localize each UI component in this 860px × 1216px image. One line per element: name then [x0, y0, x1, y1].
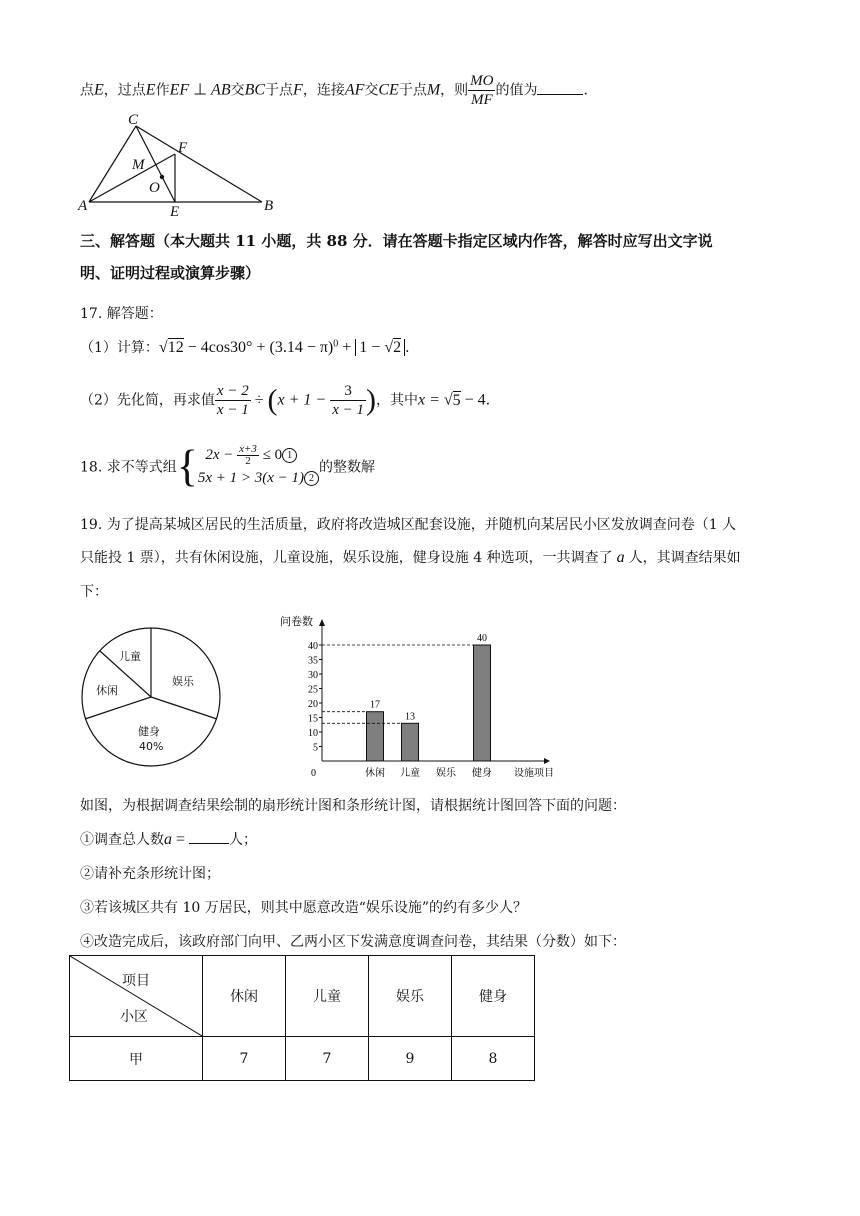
table-corner-cell	[70, 956, 203, 1037]
y-axis-arrow	[319, 619, 325, 626]
fraction	[330, 382, 366, 419]
circled-number: 2	[304, 471, 319, 486]
q16-text: 于点	[265, 82, 294, 99]
q16-text: ，连接	[302, 82, 345, 99]
q16-math: M	[426, 81, 441, 99]
expr: − 4cos30° +	[183, 339, 270, 356]
table-cell: 8	[452, 1037, 535, 1081]
x-axis-arrow	[544, 758, 550, 764]
circled-number: 1	[282, 448, 297, 463]
bar-data-label: 17	[370, 699, 380, 711]
table-header: 健身	[452, 956, 535, 1037]
q17-part1	[80, 337, 419, 357]
table-row	[70, 1037, 535, 1081]
q19-item-2: ②请补充条形统计图；	[80, 866, 220, 882]
y-tick-label: 0	[311, 768, 316, 779]
expr: 1 −	[359, 339, 385, 356]
q16-math: ⊥	[189, 81, 212, 99]
y-tick-label: 30	[308, 670, 318, 681]
q16-math: EF	[169, 81, 190, 99]
corner-label-community: 小区	[120, 1009, 148, 1025]
part-label: （2）先化简，再求值	[80, 392, 215, 409]
q19-item-4: ④改造完成后，该政府部门向甲、乙两小区下发满意度调查问卷，其结果（分数）如下：	[80, 934, 626, 950]
text: 人，其调查结果如	[628, 550, 741, 566]
q19-after-chart: 如图，为根据调查结果绘制的扇形统计图和条形统计图，请根据统计图回答下面的问题：	[80, 798, 626, 814]
triangle-figure	[70, 108, 290, 220]
sqrt-12: √12	[158, 339, 184, 356]
fraction-numerator: 3	[330, 382, 366, 401]
inequality-2	[198, 467, 319, 489]
y-tick-label: 25	[308, 684, 318, 696]
inequality-1	[198, 444, 319, 467]
x-tick-label: 娱乐	[436, 768, 456, 779]
table-header: 儿童	[286, 956, 369, 1037]
expr: 2x −	[205, 447, 238, 463]
q16-math: E	[145, 81, 156, 99]
answer-blank	[537, 82, 583, 95]
fraction-denominator: x − 1	[332, 402, 364, 418]
expr: +	[338, 339, 356, 356]
q16-text: 的值为	[495, 82, 538, 99]
sqrt-5: √5	[443, 391, 461, 409]
y-tick-label: 15	[308, 713, 318, 725]
radicand: 5	[452, 391, 461, 409]
paren-open: (	[267, 383, 278, 417]
fraction-numerator: MO	[470, 73, 494, 89]
y-tick-label: 40	[308, 641, 318, 652]
q16-text: ，则	[440, 82, 469, 99]
label-o: O	[149, 180, 160, 196]
text: ①调查总人数	[80, 832, 164, 848]
q16-line	[80, 72, 588, 109]
expr: x =	[417, 391, 444, 409]
answer-blank	[189, 831, 229, 844]
label-a: A	[78, 198, 88, 214]
pie-divider	[151, 697, 217, 719]
q17-part2	[80, 382, 500, 419]
expr: 5x + 1 > 3(x − 1)	[197, 470, 305, 487]
bar-chart	[276, 610, 576, 785]
x-tick-label: 儿童	[400, 768, 420, 779]
q19-line	[80, 547, 741, 567]
x-tick-label: 休闲	[365, 768, 385, 779]
absolute-value: 1 − √2	[355, 339, 405, 356]
brace: {	[176, 441, 198, 491]
expr: x + 1 −	[277, 391, 331, 409]
bar-data-label: 40	[477, 633, 487, 644]
score-table	[69, 955, 535, 1081]
text: 只能投 1 票），共有休闲设施，儿童设施，娱乐设施，健身设施 4 种选项，一共调查了	[80, 550, 613, 566]
table-cell: 7	[203, 1037, 286, 1081]
fraction-denominator: MF	[470, 92, 493, 108]
variable-a: a	[164, 831, 172, 848]
fraction-denominator: 2	[245, 455, 251, 468]
corner-label-items: 项目	[122, 973, 150, 989]
y-tick-label: 20	[308, 699, 318, 710]
text: 人；	[229, 832, 258, 848]
label-f: F	[178, 140, 188, 156]
section-heading: 三、解答题（本大题共 11 小题，共 88 分．请在答题卡指定区域内作答，解答时应写出文字说	[80, 232, 713, 250]
table-header-row	[70, 956, 535, 1037]
expr: − 4	[460, 391, 486, 409]
q16-math: AB	[211, 81, 231, 99]
expr: ÷	[250, 391, 268, 409]
diagonal-header	[70, 956, 202, 1036]
q19-item-3: ③若该城区共有 10 万居民，则其中愿意改造“娱乐设施”的约有多少人？	[80, 900, 528, 916]
punct: ．	[405, 340, 420, 356]
q16-text: ，过点	[103, 82, 146, 99]
mo-mf-fraction	[468, 72, 495, 109]
pie-label-fitness-percent: 40%	[139, 740, 164, 753]
table-cell: 7	[286, 1037, 369, 1081]
q16-math: BC	[244, 81, 266, 99]
label-b: B	[264, 198, 274, 214]
bar	[367, 712, 384, 761]
text: ，其中	[375, 392, 418, 409]
table-header: 娱乐	[369, 956, 452, 1037]
bar-data-label: 13	[405, 711, 415, 723]
pie-label-entertainment: 娱乐	[172, 675, 194, 688]
expr: (3.14 − π)	[269, 339, 334, 356]
q16-text: .	[583, 82, 588, 99]
paren-close: )	[365, 383, 376, 417]
q18-tail: 的整数解	[319, 459, 376, 476]
pie-label-children: 儿童	[119, 650, 141, 663]
q16-math: CE	[378, 81, 399, 99]
table-cell: 9	[369, 1037, 452, 1081]
inequality-system	[198, 444, 319, 489]
q19-item-1	[80, 829, 257, 849]
part-label: （1）计算：	[80, 340, 159, 356]
x-axis-title: 设施项目	[514, 768, 554, 779]
q16-math: E	[94, 81, 104, 99]
expr: =	[172, 831, 190, 848]
y-tick-label: 5	[313, 742, 318, 754]
segment-ac	[89, 126, 136, 202]
q16-math: AF	[344, 81, 365, 99]
q18-line	[80, 441, 376, 491]
fraction-numerator: x − 2	[216, 383, 249, 399]
q16-text: 交	[230, 82, 245, 99]
pie-divider	[85, 697, 151, 719]
q16-text: 点	[80, 82, 94, 99]
radicand: 2	[393, 339, 402, 356]
label-e: E	[170, 204, 180, 220]
pie-label-fitness: 健身	[138, 725, 160, 738]
bar	[402, 723, 419, 761]
exponent: 0	[333, 338, 339, 350]
q17-title: 17. 解答题：	[80, 306, 163, 322]
variable-a: a	[616, 549, 625, 566]
y-tick-label: 35	[308, 655, 318, 667]
table-row-label: 甲	[70, 1037, 203, 1081]
q16-text: 交	[364, 82, 379, 99]
y-tick-label: 10	[308, 728, 318, 739]
q16-math: F	[293, 81, 303, 99]
bar	[474, 645, 491, 761]
q19-line: 下：	[80, 584, 108, 600]
radicand: 12	[167, 339, 184, 356]
pie-label-leisure: 休闲	[96, 684, 118, 697]
label-c: C	[128, 112, 139, 128]
q19-line: 19. 为了提高某城区居民的生活质量，政府将改造城区配套设施，并随机向某居民小区发放调查问卷（1 人	[80, 517, 737, 533]
expr: ≤ 0	[258, 447, 283, 463]
fraction	[215, 382, 251, 419]
label-m: M	[132, 157, 145, 173]
punct: ．	[485, 392, 500, 409]
table-header: 休闲	[203, 956, 286, 1037]
q16-text: 作	[155, 82, 170, 99]
fraction-denominator: x − 1	[216, 402, 249, 418]
fraction-numerator: x+3	[239, 443, 257, 456]
point-o	[160, 175, 164, 179]
q16-text: 于点	[398, 82, 427, 99]
pie-chart	[76, 622, 226, 772]
fraction	[237, 444, 259, 467]
q18-label: 18. 求不等式组	[80, 459, 177, 476]
section-heading: 明、证明过程或演算步骤）	[80, 264, 261, 282]
x-tick-label: 健身	[472, 768, 492, 779]
y-axis-title: 问卷数	[280, 615, 313, 628]
